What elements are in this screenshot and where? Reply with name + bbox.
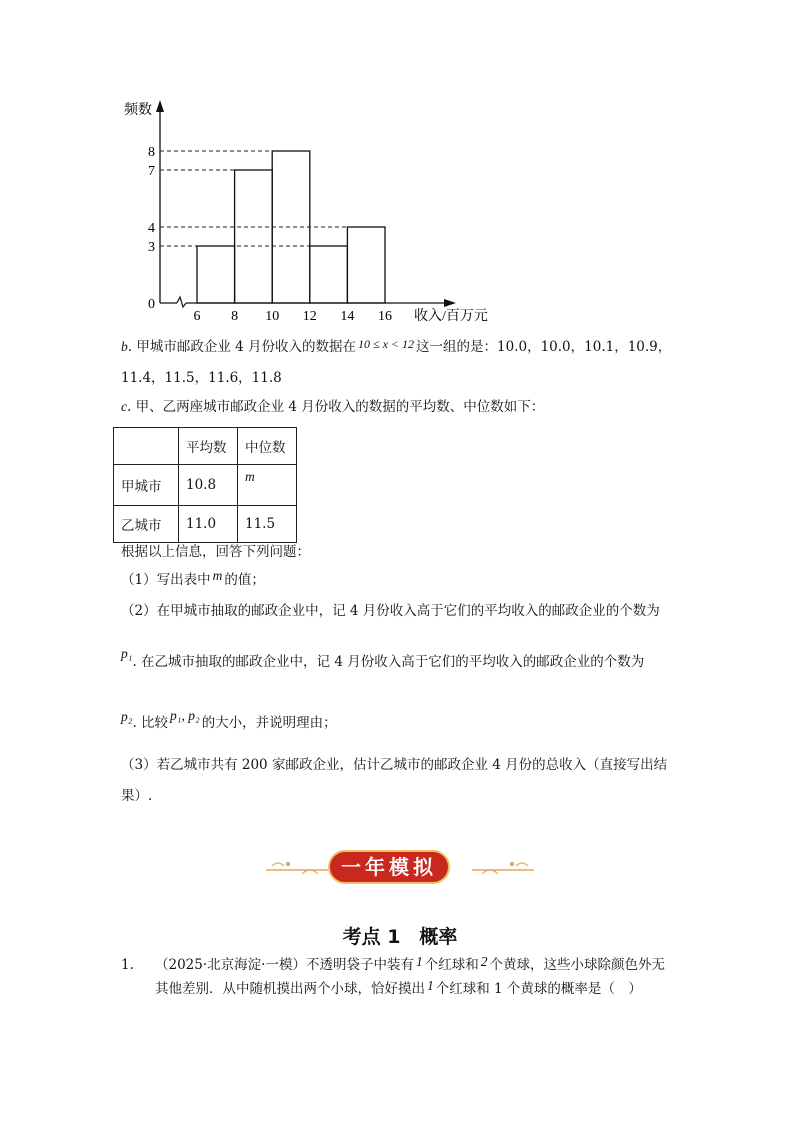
table-cell: 甲城市 [114, 465, 179, 506]
x-tick-label: 8 [231, 309, 239, 324]
histogram-bar [310, 246, 348, 303]
problem-1-text-a: （2025·北京海淀·一模）不透明袋子中装有 [155, 957, 414, 973]
problem-1-text-e: 个红球和 1 个黄球的概率是（ ） [435, 981, 642, 997]
part-c-letter: c [121, 399, 127, 414]
q2-line2-text: . 在乙城市抽取的邮政企业中，记 4 月份收入高于它们的平均收入的邮政企业的个数为 [132, 654, 645, 670]
table-cell: 乙城市 [114, 506, 179, 543]
part-b-line2: 11.4，11.5，11.6，11.8 [121, 370, 282, 386]
problem-number: 1. [121, 957, 134, 973]
table-cell: 10.8 [179, 465, 238, 506]
x-axis-label: 收入/百万元 [414, 309, 488, 324]
histogram-bar [197, 246, 235, 303]
q2-line3-post: 的大小，并说明理由； [201, 715, 337, 731]
y-axis-arrow [156, 100, 164, 112]
axis-break-mark [177, 297, 186, 307]
problem-1-text-d: 其他差别．从中随机摸出两个小球，恰好摸出 [155, 981, 425, 997]
x-tick-label: 12 [302, 309, 317, 324]
table-row [114, 465, 297, 506]
part-b-text1: . 甲城市邮政企业 4 月份收入的数据在 [127, 339, 357, 355]
problem-1-line1 [121, 955, 665, 975]
y-axis-label: 频数 [124, 103, 152, 118]
q2-line3-pre: . 比较 [132, 715, 169, 731]
table-header-cell [114, 428, 179, 465]
part-c-text: . 甲、乙两座城市邮政企业 4 月份收入的数据的平均数、中位数如下： [127, 399, 545, 415]
histogram-chart [0, 0, 800, 340]
q1-pre: （1）写出表中 [121, 572, 211, 588]
question-2-line2 [121, 646, 645, 672]
part-c-line [121, 397, 544, 417]
table-cell: m [238, 465, 297, 506]
part-b-condition: 10 ≤ x < 12 [358, 337, 415, 351]
histogram-bar [235, 170, 273, 303]
table-header-cell: 中位数 [238, 428, 297, 465]
problem-1-n2: 2 [480, 954, 488, 969]
table-header-row [114, 428, 297, 465]
table-cell: 11.5 [238, 506, 297, 543]
question-2-line1: （2）在甲城市抽取的邮政企业中，记 4 月份收入高于它们的平均收入的邮政企业的个数为 [121, 603, 660, 619]
q2-var-p2: p₂ [121, 709, 133, 724]
x-axis-arrow [444, 299, 456, 307]
y-tick-label: 8 [148, 145, 155, 160]
x-tick-label: 14 [340, 309, 355, 324]
histogram-bar [347, 227, 385, 303]
question-1 [121, 570, 265, 590]
x-tick-label: 6 [193, 309, 201, 324]
problem-1-text-c: 个黄球，这些小球除颜色外无 [489, 957, 665, 973]
histogram-bar [272, 151, 310, 303]
q1-var: m [212, 568, 223, 583]
y-tick-label: 4 [148, 221, 155, 236]
table-cell: 11.0 [179, 506, 238, 543]
chart-plot-area [148, 100, 488, 324]
problem-1-n1: 1 [415, 954, 423, 969]
problem-1-line2 [155, 979, 642, 999]
part-b-line1 [121, 337, 671, 357]
section-title: 考点 1 概率 [342, 926, 458, 948]
q2-var-p1: p₁ [121, 646, 133, 661]
q1-post: 的值； [224, 572, 265, 588]
problem-1-text-b: 个红球和 [424, 957, 479, 973]
table-row [114, 506, 297, 543]
question-3-line2: 果）. [121, 788, 153, 804]
y-tick-label: 7 [148, 164, 155, 179]
question-2-line3 [121, 708, 337, 733]
x-tick-label: 10 [265, 309, 280, 324]
q2-line3-vars: p₁, p₂ [170, 708, 200, 723]
question-3-line1: （3）若乙城市共有 200 家邮政企业，估计乙城市的邮政企业 4 月份的总收入（直接写出结 [121, 757, 668, 773]
origin-label: 0 [148, 297, 155, 312]
problem-1-n3: 1 [427, 978, 434, 993]
part-b-text2: 这一组的是：10.0，10.0，10.1，10.9， [416, 339, 672, 355]
part-b-letter: b [121, 339, 128, 354]
questions-intro: 根据以上信息，回答下列问题： [121, 544, 310, 560]
banner-text: 一年模拟 [341, 855, 437, 879]
table-header-cell: 平均数 [179, 428, 238, 465]
y-tick-label: 3 [148, 240, 155, 255]
x-tick-label: 16 [378, 309, 392, 324]
stats-table [113, 427, 297, 543]
